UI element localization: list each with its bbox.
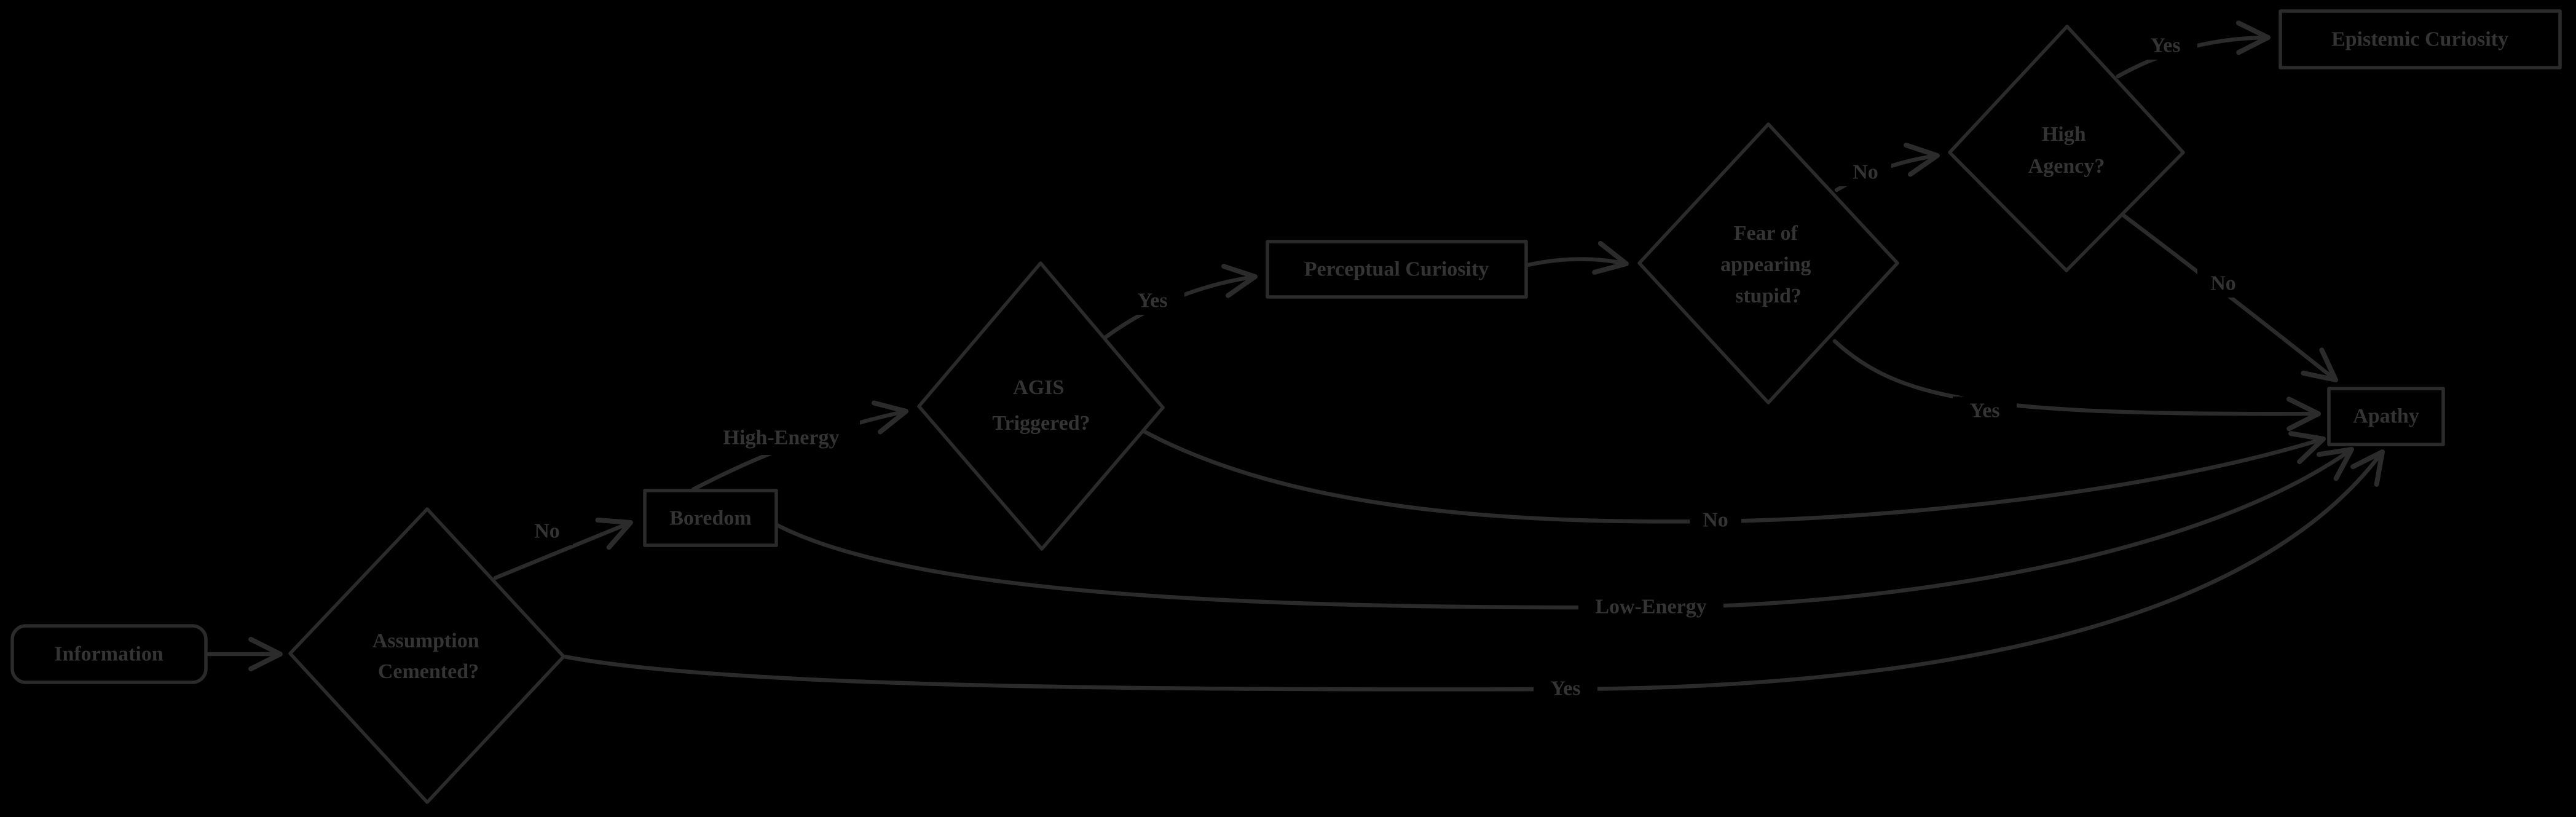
node-fear-of-appearing-stupid-label	[1720, 222, 1816, 307]
node-high-agency-label	[2028, 123, 2105, 178]
label-line: Triggered?	[992, 411, 1090, 435]
edge-label-text: No	[2210, 272, 2236, 295]
edge-label-high-energy	[703, 420, 860, 455]
edge-label-high-agency-yes	[2133, 31, 2197, 60]
edge-label-high-agency-no	[2197, 269, 2249, 298]
edge-label-agis-yes	[1121, 286, 1184, 315]
nodes-layer	[12, 11, 2560, 802]
edge-labels-layer	[521, 31, 2249, 703]
node-apathy	[2329, 389, 2443, 444]
edge-label-assumption-no	[521, 517, 573, 545]
label-line: Assumption	[372, 629, 479, 652]
node-apathy-label: Apathy	[2353, 405, 2419, 428]
edge-label-text: Yes	[1137, 289, 1168, 312]
label-line: Fear of	[1733, 221, 1798, 245]
node-assumption-cemented	[290, 509, 564, 802]
node-information-label: Information	[54, 642, 163, 666]
edge-label-text: No	[1853, 160, 1878, 184]
edge-label-text: Yes	[1550, 677, 1581, 700]
label-line: Cemented?	[377, 660, 479, 683]
node-assumption-cemented-label	[372, 630, 484, 683]
edge-label-text: Yes	[2150, 34, 2181, 57]
edge-label-agis-no	[1690, 506, 1741, 534]
edge-label-fear-yes	[1953, 397, 2017, 425]
node-perceptual-curiosity-label: Perceptual Curiosity	[1304, 258, 1489, 281]
edge-label-text: High-Energy	[723, 426, 840, 449]
edge-label-text: No	[534, 519, 560, 543]
label-line: High	[2041, 122, 2086, 146]
node-epistemic-curiosity	[2280, 11, 2560, 68]
node-epistemic-curiosity-label: Epistemic Curiosity	[2331, 28, 2509, 51]
node-assumption-cemented-shape	[290, 509, 564, 802]
node-boredom	[645, 491, 776, 545]
node-perceptual-curiosity	[1267, 242, 1526, 297]
edge-label-assumption-yes	[1534, 674, 1597, 703]
edge-label-fear-no	[1840, 158, 1891, 186]
edge-fear-to-apathy	[1835, 341, 2318, 414]
edge-label-low-energy	[1578, 590, 1723, 624]
node-information	[12, 626, 206, 682]
label-line: stupid?	[1735, 284, 1802, 307]
edge-boredom-to-apathy	[777, 449, 2352, 607]
edge-label-text: Low-Energy	[1595, 595, 1707, 618]
edge-label-text: No	[1703, 508, 1728, 532]
edge-perceptual-to-fear	[1528, 259, 1626, 265]
node-boredom-label: Boredom	[669, 507, 752, 530]
label-line: AGIS	[1013, 376, 1065, 399]
label-line: Agency?	[2028, 154, 2105, 178]
edge-label-text: Yes	[1969, 399, 2000, 422]
node-agis-triggered-label	[992, 376, 1090, 435]
label-line: appearing	[1720, 253, 1811, 276]
